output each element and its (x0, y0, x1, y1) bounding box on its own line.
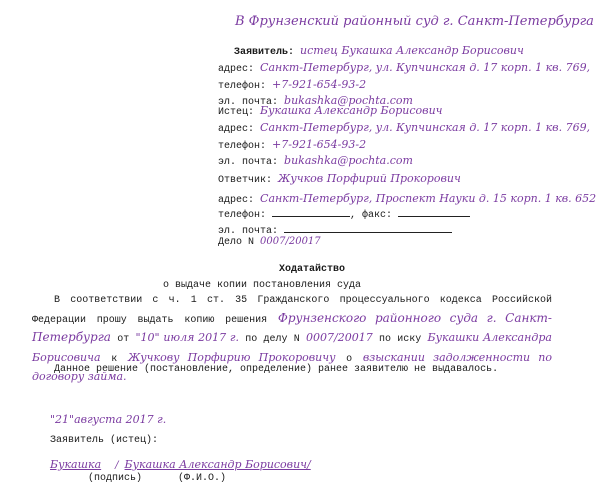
defendant-fax-label: , факс: (350, 210, 393, 221)
signer-name: Букашка Александр Борисович/ (124, 458, 311, 471)
defendant-address-label: адрес: (218, 194, 255, 206)
plaintiff-phone: +7-921-654-93-2 (272, 137, 367, 151)
plaintiff-email-label: эл. почта: (218, 157, 279, 169)
caption-name: (Ф.И.О.) (178, 473, 227, 484)
defendant-address: Санкт-Петербург, Проспект Науки д. 15 корп. 1 кв. 652 (260, 191, 597, 205)
defendant-phone-label: телефон: (218, 210, 267, 221)
plaintiff-address: Санкт-Петербург, ул. Купчинская д. 17 корп. 1 кв. 769, (260, 120, 591, 134)
plaintiff-email: bukashka@pochta.com (284, 154, 413, 168)
applicant-phone-label: телефон: (218, 80, 267, 92)
applicant-address-label: адрес: (218, 63, 255, 75)
applicant-phone: +7-921-654-93-2 (272, 77, 367, 91)
claim-subject: взыскании задолженности по договору займа. (32, 350, 552, 383)
defendant-label: Ответчик: (218, 175, 273, 186)
statement-paragraph: Данное решение (постановление, определение) ранее заявителю не выдавалось. (54, 364, 499, 375)
email-blank-line (284, 223, 452, 233)
court-reference: Фрунзенского районного суда г. Санкт-Петербурга (32, 310, 552, 344)
phone-blank-line (272, 207, 350, 217)
document-title: Ходатайство (278, 264, 345, 275)
signing-date: "21"августа 2017 г. (50, 413, 167, 426)
applicant-email-label: эл. почта: (218, 97, 279, 109)
case-number-value: 0007/20017 (260, 236, 321, 247)
signature-separator: / (115, 460, 119, 471)
signer-label: Заявитель (истец): (50, 435, 159, 446)
signature: Букашка (50, 458, 102, 471)
plaintiff-block (218, 104, 590, 171)
defendant-email-label: эл. почта: (218, 225, 279, 237)
defendant-value: Жучков Порфирий Прокорович (278, 172, 461, 185)
applicant-value: истец Букашка Александр Борисович (300, 44, 524, 57)
plaintiff-address-label: адрес: (218, 123, 255, 135)
document-subtitle: о выдаче копии постановления суда (163, 280, 362, 291)
plaintiff-label: Истец: (218, 107, 255, 118)
defendant-block (218, 172, 596, 238)
decision-date: "10" июля 2017 г. (135, 331, 239, 344)
request-paragraph: В соответствии с ч. 1 ст. 35 Гражданского процессуального кодекса Российской Федерации прошу выдать копию решения Фрунзенского районного суда г. Санкт-Петербурга от "10" июля 2017 г. по делу N 0007/20017 по иску Букашки Александра Борисовича к Жучкову Порфирию Прокоровичу о взыскании задолженности по договору займа. (32, 295, 552, 383)
signature-line (50, 458, 311, 472)
case-reference: 0007/20017 (306, 331, 373, 344)
defendant-reference: Жучкову Порфирию Прокоровичу (127, 350, 336, 364)
applicant-block (218, 44, 590, 111)
plaintiff-phone-label: телефон: (218, 140, 267, 152)
applicant-address: Санкт-Петербург, ул. Купчинская д. 17 корп. 1 кв. 769, (260, 60, 591, 74)
caption-signature: (подпись) (88, 473, 143, 484)
case-label: Дело N (218, 237, 255, 248)
case-number (218, 236, 321, 248)
court-name: В Фрунзенский районный суд г. Санкт-Петербурга (235, 14, 594, 29)
fax-blank-line (398, 207, 470, 217)
applicant-label: Заявитель: (234, 47, 295, 58)
applicant-email: bukashka@pochta.com (284, 94, 413, 108)
plaintiff-value: Букашка Александр Борисович (260, 104, 443, 117)
plaintiff-reference: Букашки Александра Борисовича (32, 331, 552, 364)
